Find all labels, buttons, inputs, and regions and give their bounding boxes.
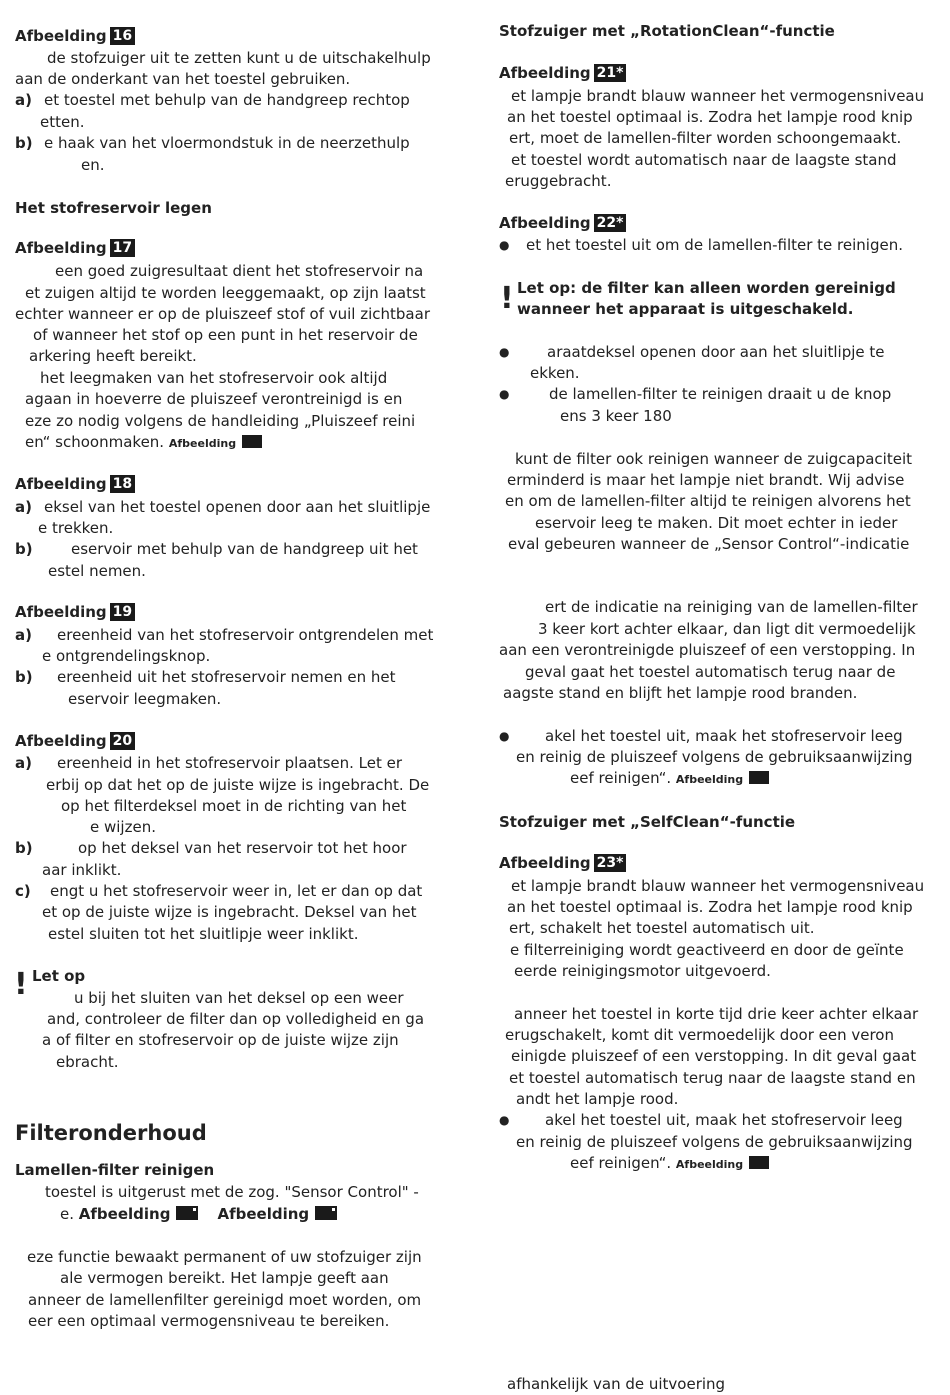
- text-line: e haak van het vloermondstuk in de neerzethulp: [44, 134, 410, 152]
- text-line: eer een optimaal vermogensniveau te bereiken.: [28, 1312, 390, 1330]
- fig20-heading: Afbeelding 20: [15, 731, 135, 752]
- figure-ref-box: [749, 1156, 769, 1169]
- text-line: eksel van het toestel openen door aan het sluitlipje: [44, 498, 431, 516]
- text-line: eval gebeuren wanneer de „Sensor Control“-indicatie: [508, 535, 910, 553]
- text-line: eze zo nodig volgens de handleiding „Pluiszeef reini: [25, 412, 416, 430]
- text-line: e. Afbeelding Afbeelding: [60, 1204, 337, 1225]
- text-line: en“ schoonmaken. Afbeelding: [25, 432, 262, 454]
- section-heading: Stofzuiger met „SelfClean“-functie: [499, 813, 796, 831]
- section-title: Filteronderhoud: [15, 1121, 207, 1145]
- fig22-heading: Afbeelding 22*: [499, 213, 626, 234]
- text-line: aagste stand en blijft het lampje rood branden.: [503, 684, 858, 702]
- text-line: aan een verontreinigde pluiszeef of een verstopping. In: [499, 641, 916, 659]
- list-marker: a): [15, 498, 32, 516]
- text-line: et lampje brandt blauw wanneer het vermogensniveau: [511, 877, 925, 895]
- note-title: Let op: [32, 967, 86, 985]
- text-line: ert, schakelt het toestel automatisch uit.: [509, 919, 815, 937]
- figure-ref: Afbeelding: [675, 773, 744, 786]
- text-line: ert, moet de lamellen-filter worden schoongemaakt.: [509, 129, 902, 147]
- warning-icon: !: [500, 281, 514, 316]
- text-line: et zuigen altijd te worden leeggemaakt, op zijn laatst: [25, 284, 426, 302]
- text-line: aan de onderkant van het toestel gebruiken.: [15, 70, 351, 88]
- text-line: araatdeksel openen door aan het sluitlipje te: [547, 343, 885, 361]
- text-line: een goed zuigresultaat dient het stofreservoir na: [55, 262, 424, 280]
- text-line: a of filter en stofreservoir op de juiste wijze zijn: [42, 1031, 399, 1049]
- figure-number-badge: 20: [110, 732, 135, 750]
- text-line: ereenheid in het stofreservoir plaatsen. Let er: [57, 754, 403, 772]
- text-line: kunt de filter ook reinigen wanneer de zuigcapaciteit: [515, 450, 912, 468]
- text-line: an het toestel optimaal is. Zodra het lampje rood knip: [507, 898, 913, 916]
- section-heading: Het stofreservoir legen: [15, 199, 212, 217]
- figure-ref: Afbeelding: [217, 1205, 310, 1223]
- text-line: en.: [81, 156, 105, 174]
- bullet-icon: ●: [499, 345, 510, 359]
- text-line: etten.: [40, 113, 85, 131]
- text-line: e trekken.: [38, 519, 114, 537]
- text-line: et het toestel uit om de lamellen-filter te reinigen.: [526, 236, 903, 254]
- text-line: eef reinigen“. Afbeelding: [570, 1153, 769, 1175]
- text-line: anneer het toestel in korte tijd drie keer achter elkaar: [514, 1005, 919, 1023]
- figure-ref-box: [176, 1206, 198, 1220]
- text-line: het leegmaken van het stofreservoir ook altijd: [40, 369, 388, 387]
- fig16-heading: Afbeelding 16: [15, 26, 135, 47]
- note-text: Let op: de filter kan alleen worden gereinigd: [517, 279, 896, 297]
- text-line: 3 keer kort achter elkaar, dan ligt dit vermoedelijk: [538, 620, 916, 638]
- text-line: ale vermogen bereikt. Het lampje geeft aan: [60, 1269, 389, 1287]
- text-line: geval gaat het toestel automatisch terug naar de: [525, 663, 896, 681]
- section-heading: Stofzuiger met „RotationClean“-functie: [499, 22, 835, 40]
- bullet-icon: ●: [499, 238, 510, 252]
- figure-number-badge: 22*: [594, 214, 627, 232]
- text-line: eze functie bewaakt permanent of uw stofzuiger zijn: [27, 1248, 422, 1266]
- text-line: de lamellen-filter te reinigen draait u de knop: [549, 385, 892, 403]
- fig17-heading: Afbeelding 17: [15, 238, 135, 259]
- figure-number-badge: 16: [110, 27, 135, 45]
- text-line: et lampje brandt blauw wanneer het vermogensniveau: [511, 87, 925, 105]
- text-line: de stofzuiger uit te zetten kunt u de uitschakelhulp: [47, 49, 431, 67]
- text-line: ereenheid van het stofreservoir ontgrendelen met: [57, 626, 434, 644]
- text-line: and, controleer de filter dan op volledigheid en ga: [47, 1010, 425, 1028]
- list-marker: a): [15, 91, 32, 109]
- text-line: erugschakelt, komt dit vermoedelijk door een veron: [505, 1026, 894, 1044]
- list-marker: a): [15, 626, 32, 644]
- text-line: ens 3 keer 180: [560, 407, 672, 425]
- figure-ref: Afbeelding: [168, 437, 237, 450]
- text-line: op het filterdeksel moet in de richting van het: [61, 797, 407, 815]
- figure-ref: Afbeelding: [78, 1205, 171, 1223]
- figure-ref-box: [315, 1206, 337, 1220]
- text-line: aar inklikt.: [42, 861, 122, 879]
- text-line: akel het toestel uit, maak het stofreservoir leeg: [545, 727, 903, 745]
- fig19-heading: Afbeelding 19: [15, 602, 135, 623]
- text-line: eruggebracht.: [505, 172, 612, 190]
- text-line: ebracht.: [56, 1053, 119, 1071]
- text-line: erbij op dat het op de juiste wijze is ingebracht. De: [46, 776, 430, 794]
- text-line: et toestel automatisch terug naar de laagste stand en: [509, 1069, 916, 1087]
- text-line: engt u het stofreservoir weer in, let er dan op dat: [50, 882, 423, 900]
- figure-number-badge: 18: [110, 475, 135, 493]
- text-line: e ontgrendelingsknop.: [42, 647, 211, 665]
- text-line: et toestel met behulp van de handgreep rechtop: [44, 91, 410, 109]
- list-marker: b): [15, 134, 33, 152]
- figure-ref: Afbeelding: [675, 1158, 744, 1171]
- list-marker: b): [15, 668, 33, 686]
- figure-number-badge: 21*: [594, 64, 627, 82]
- text-line: toestel is uitgerust met de zog. "Sensor Control" -: [45, 1183, 419, 1201]
- text-line: eservoir met behulp van de handgreep uit het: [71, 540, 418, 558]
- text-line: ereenheid uit het stofreservoir nemen en het: [57, 668, 396, 686]
- text-line: estel nemen.: [48, 562, 146, 580]
- list-marker: b): [15, 540, 33, 558]
- footnote: afhankelijk van de uitvoering: [507, 1375, 726, 1393]
- text-line: et toestel wordt automatisch naar de laagste stand: [511, 151, 897, 169]
- fig21-heading: Afbeelding 21*: [499, 63, 626, 84]
- text-line: of wanneer het stof op een punt in het reservoir de: [33, 326, 418, 344]
- text-line: eservoir leeg te maken. Dit moet echter in ieder: [535, 514, 898, 532]
- text-line: u bij het sluiten van het deksel op een weer: [74, 989, 404, 1007]
- text-line: ekken.: [530, 364, 580, 382]
- figure-number-badge: 17: [110, 239, 135, 257]
- text-line: estel sluiten tot het sluitlipje weer inklikt.: [48, 925, 359, 943]
- list-marker: b): [15, 839, 33, 857]
- list-marker: a): [15, 754, 32, 772]
- text-line: eef reinigen“. Afbeelding: [570, 768, 769, 790]
- text-line: andt het lampje rood.: [516, 1090, 679, 1108]
- text-line: anneer de lamellenfilter gereinigd moet worden, om: [28, 1291, 422, 1309]
- text-line: et op de juiste wijze is ingebracht. Deksel van het: [42, 903, 417, 921]
- figure-number-badge: 23*: [594, 854, 627, 872]
- text-line: en reinig de pluiszeef volgens de gebruiksaanwijzing: [516, 748, 913, 766]
- bullet-icon: ●: [499, 729, 510, 743]
- text-line: echter wanneer er op de pluiszeef stof of vuil zichtbaar: [15, 305, 430, 323]
- text-line: en om de lamellen-filter altijd te reinigen alvorens het: [505, 492, 911, 510]
- text-line: einigde pluiszeef of een verstopping. In dit geval gaat: [511, 1047, 917, 1065]
- figure-ref-box: [749, 771, 769, 784]
- text-line: erminderd is maar het lampje niet brandt. Wij advise: [507, 471, 905, 489]
- fig18-heading: Afbeelding 18: [15, 474, 135, 495]
- text-line: eservoir leegmaken.: [68, 690, 222, 708]
- text-line: e filterreiniging wordt geactiveerd en door de geïnte: [510, 941, 904, 959]
- note-text: wanneer het apparaat is uitgeschakeld.: [517, 300, 854, 318]
- text-line: e wijzen.: [90, 818, 156, 836]
- bullet-icon: ●: [499, 1113, 510, 1127]
- text-line: op het deksel van het reservoir tot het hoor: [78, 839, 407, 857]
- fig23-heading: Afbeelding 23*: [499, 853, 626, 874]
- figure-ref-box: [242, 435, 262, 448]
- text-line: en reinig de pluiszeef volgens de gebruiksaanwijzing: [516, 1133, 913, 1151]
- list-marker: c): [15, 882, 31, 900]
- text-line: akel het toestel uit, maak het stofreservoir leeg: [545, 1111, 903, 1129]
- subsection-heading: Lamellen-filter reinigen: [15, 1161, 215, 1179]
- warning-icon: !: [14, 967, 28, 1002]
- text-line: an het toestel optimaal is. Zodra het lampje rood knip: [507, 108, 913, 126]
- bullet-icon: ●: [499, 387, 510, 401]
- text-line: agaan in hoeverre de pluiszeef verontreinigd is en: [25, 390, 403, 408]
- text-line: ert de indicatie na reiniging van de lamellen-filter: [545, 598, 918, 616]
- figure-number-badge: 19: [110, 603, 135, 621]
- text-line: eerde reinigingsmotor uitgevoerd.: [514, 962, 771, 980]
- text-line: arkering heeft bereikt.: [29, 347, 197, 365]
